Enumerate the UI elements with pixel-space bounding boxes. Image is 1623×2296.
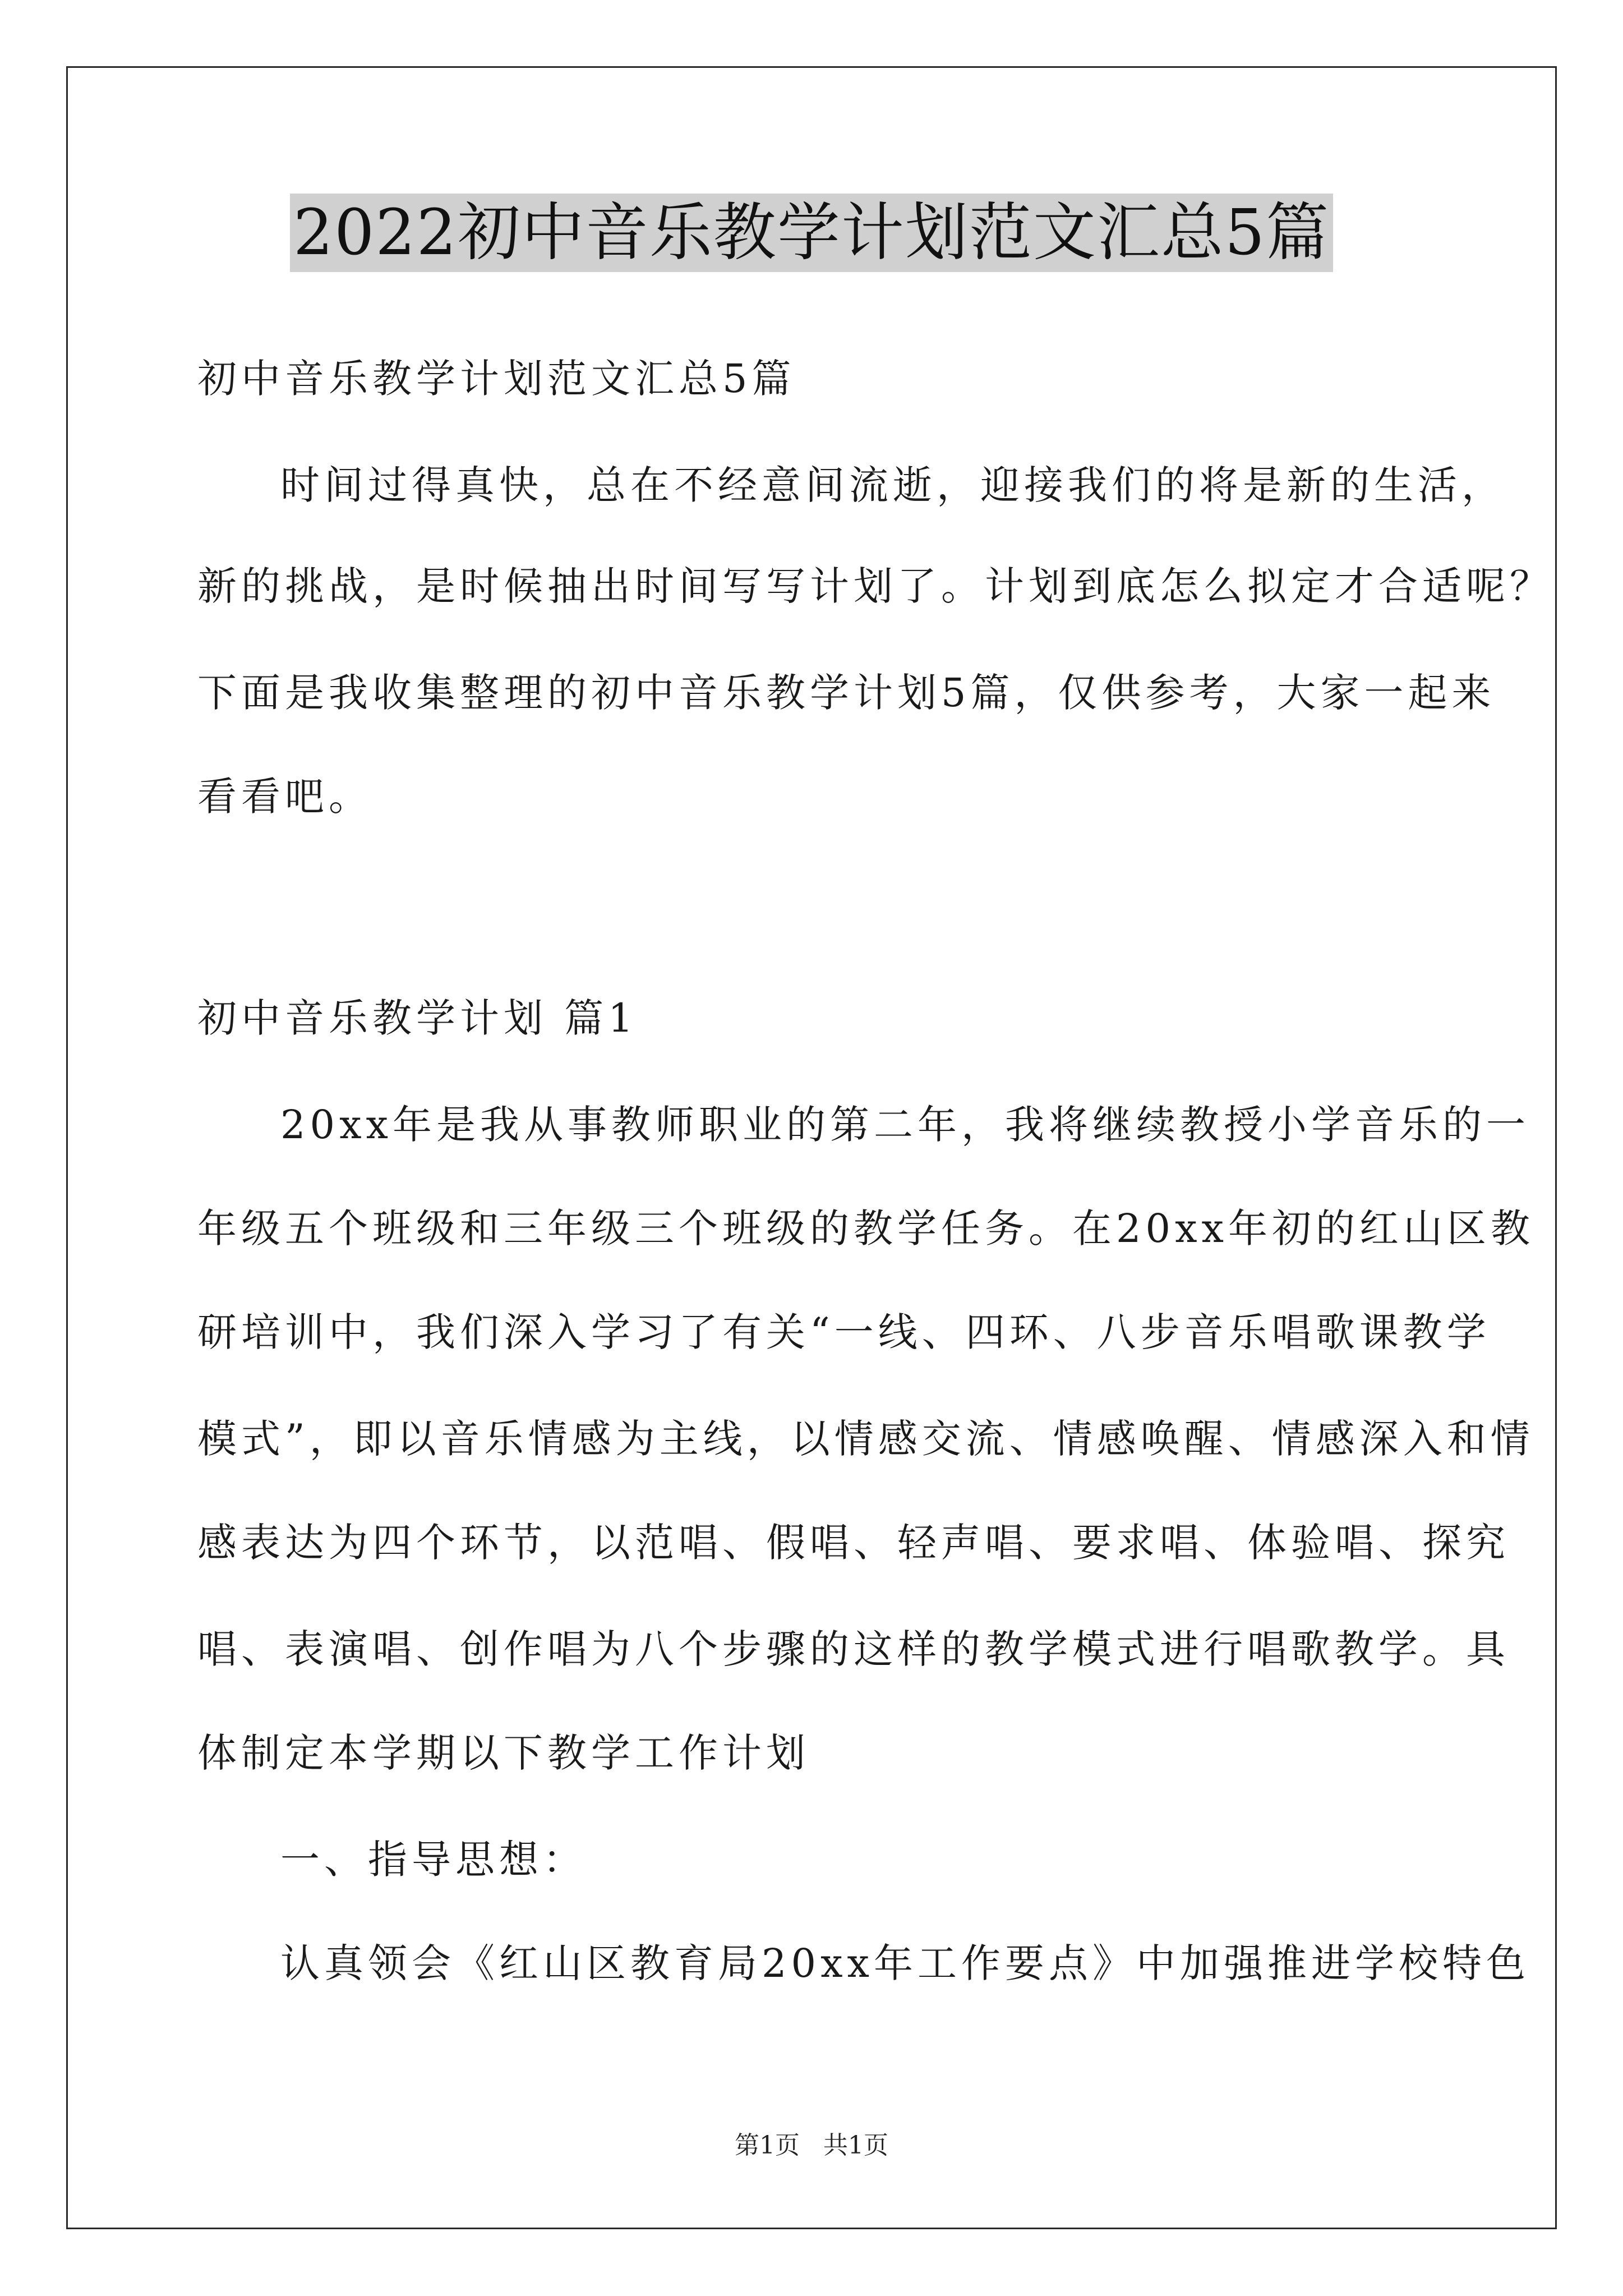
body-line-4: 模式”，即以音乐情感为主线，以情感交流、情感唤醒、情感深入和情 — [197, 1416, 1534, 1462]
body-line-6: 唱、表演唱、创作唱为八个步骤的这样的教学模式进行唱歌教学。具 — [197, 1626, 1510, 1672]
body-line-2: 年级五个班级和三年级三个班级的教学任务。在20xx年初的红山区教 — [197, 1205, 1535, 1251]
body-line-5: 感表达为四个环节，以范唱、假唱、轻声唱、要求唱、体验唱、探究 — [197, 1520, 1510, 1566]
document-title: 2022初中音乐教学计划范文汇总5篇 — [290, 194, 1333, 272]
intro-line-2: 新的挑战，是时候抽出时间写写计划了。计划到底怎么拟定才合适呢？ — [197, 563, 1553, 609]
title-area — [0, 194, 1623, 272]
document-subtitle: 初中音乐教学计划范文汇总5篇 — [197, 356, 796, 402]
body-line-7: 体制定本学期以下教学工作计划 — [197, 1730, 810, 1776]
intro-line-1: 时间过得真快，总在不经意间流逝，迎接我们的将是新的生活， — [280, 462, 1505, 508]
body-line-3: 研培训中，我们深入学习了有关“一线、四环、八步音乐唱歌课教学 — [197, 1309, 1491, 1355]
page-total: 共1页 — [823, 2131, 888, 2160]
page-number: 第1页 — [735, 2131, 800, 2160]
body-line-1: 20xx年是我从事教师职业的第二年，我将继续教授小学音乐的一 — [280, 1102, 1530, 1148]
guide-line: 认真领会《红山区教育局20xx年工作要点》中加强推进学校特色 — [280, 1940, 1530, 1986]
guide-heading: 一、指导思想： — [280, 1837, 587, 1883]
intro-line-3: 下面是我收集整理的初中音乐教学计划5篇，仅供参考，大家一起来 — [197, 670, 1496, 716]
intro-line-4: 看看吧。 — [197, 774, 372, 820]
section-heading: 初中音乐教学计划 篇1 — [197, 995, 638, 1041]
page-footer — [0, 2129, 1623, 2162]
